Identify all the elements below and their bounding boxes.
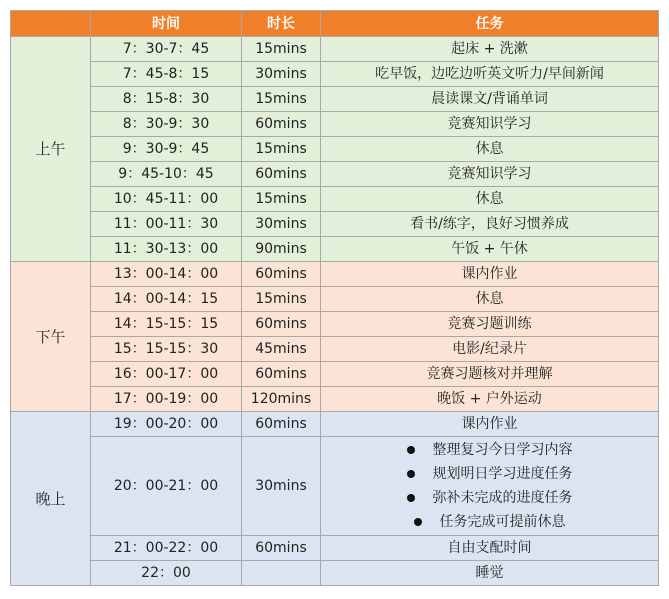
period-morning: 上午: [11, 37, 91, 262]
period-evening: 晚上: [11, 412, 91, 586]
time-cell: 21：00-22：00: [91, 536, 242, 561]
bullet-icon: [407, 446, 415, 454]
duration-cell: 90mins: [242, 237, 321, 262]
list-item-label: 整理复习今日学习内容: [432, 442, 573, 458]
task-cell: 晚饭 + 户外运动: [321, 387, 659, 412]
time-cell: 13：00-14：00: [91, 262, 242, 287]
table-row: [11, 312, 659, 337]
duration-cell: 15mins: [242, 87, 321, 112]
header-row: [11, 11, 659, 37]
list-item-label: 弥补未完成的进度任务: [432, 490, 573, 506]
task-cell: 午饭 + 午休: [321, 237, 659, 262]
bullet-icon: [414, 518, 422, 526]
duration-cell: 45mins: [242, 337, 321, 362]
table-row: [11, 112, 659, 137]
list-item: [321, 486, 658, 510]
duration-cell: 60mins: [242, 312, 321, 337]
task-cell: 竞赛知识学习: [321, 112, 659, 137]
task-cell: 课内作业: [321, 412, 659, 437]
time-cell: 9：45-10：45: [91, 162, 242, 187]
schedule-table: [10, 10, 659, 586]
duration-cell: 15mins: [242, 137, 321, 162]
period-afternoon: 下午: [11, 262, 91, 412]
task-cell: 睡觉: [321, 561, 659, 586]
duration-cell: 60mins: [242, 536, 321, 561]
table-row: [11, 187, 659, 212]
table-row: [11, 412, 659, 437]
time-cell: 7：30-7：45: [91, 37, 242, 62]
time-cell: 14：15-15：15: [91, 312, 242, 337]
task-cell: 竞赛知识学习: [321, 162, 659, 187]
duration-cell: 60mins: [242, 362, 321, 387]
header-time: 时间: [91, 11, 242, 37]
task-cell: 看书/练字，良好习惯养成: [321, 212, 659, 237]
task-cell: 课内作业: [321, 262, 659, 287]
time-cell: 16：00-17：00: [91, 362, 242, 387]
time-cell: 10：45-11：00: [91, 187, 242, 212]
time-cell: 8：15-8：30: [91, 87, 242, 112]
duration-cell: 120mins: [242, 387, 321, 412]
header-duration: 时长: [242, 11, 321, 37]
list-item: [321, 510, 658, 534]
task-cell: 晨读课文/背诵单词: [321, 87, 659, 112]
time-cell: 14：00-14：15: [91, 287, 242, 312]
time-cell: 9：30-9：45: [91, 137, 242, 162]
table-row: [11, 337, 659, 362]
task-cell: 休息: [321, 137, 659, 162]
duration-cell: 30mins: [242, 62, 321, 87]
time-cell: 15：15-15：30: [91, 337, 242, 362]
duration-cell: 15mins: [242, 37, 321, 62]
bullet-icon: [407, 470, 415, 478]
time-cell: 11：00-11：30: [91, 212, 242, 237]
table-row: [11, 212, 659, 237]
time-cell: 11：30-13：00: [91, 237, 242, 262]
task-cell: 竞赛习题核对并理解: [321, 362, 659, 387]
task-cell: 休息: [321, 287, 659, 312]
table-row: [11, 162, 659, 187]
table-row: [11, 362, 659, 387]
header-task: 任务: [321, 11, 659, 37]
task-cell: [321, 437, 659, 536]
time-cell: 17：00-19：00: [91, 387, 242, 412]
table-row: [11, 137, 659, 162]
table-row: [11, 561, 659, 586]
duration-cell: 60mins: [242, 262, 321, 287]
table-row: [11, 237, 659, 262]
time-cell: 8：30-9：30: [91, 112, 242, 137]
task-bullet-list: [321, 438, 658, 534]
table-row: [11, 62, 659, 87]
duration-cell: 30mins: [242, 212, 321, 237]
table-row: [11, 87, 659, 112]
duration-cell: 60mins: [242, 162, 321, 187]
duration-cell: 15mins: [242, 287, 321, 312]
table-row: [11, 536, 659, 561]
duration-cell: 60mins: [242, 412, 321, 437]
table-row: [11, 262, 659, 287]
task-cell: 休息: [321, 187, 659, 212]
time-cell: 22：00: [91, 561, 242, 586]
time-cell: 7：45-8：15: [91, 62, 242, 87]
time-cell: 20：00-21：00: [91, 437, 242, 536]
bullet-icon: [407, 494, 415, 502]
table-row: [11, 437, 659, 536]
task-cell: 吃早饭，边吃边听英文听力/早间新闻: [321, 62, 659, 87]
task-cell: 起床 + 洗漱: [321, 37, 659, 62]
duration-cell: 15mins: [242, 187, 321, 212]
duration-cell: [242, 561, 321, 586]
list-item-label: 规划明日学习进度任务: [432, 466, 573, 482]
duration-cell: 60mins: [242, 112, 321, 137]
list-item-label: 任务完成可提前休息: [439, 514, 566, 530]
header-period: [11, 11, 91, 37]
table-row: [11, 287, 659, 312]
duration-cell: 30mins: [242, 437, 321, 536]
task-cell: 竞赛习题训练: [321, 312, 659, 337]
task-cell: 电影/纪录片: [321, 337, 659, 362]
time-cell: 19：00-20：00: [91, 412, 242, 437]
list-item: [321, 438, 658, 462]
list-item: [321, 462, 658, 486]
table-row: [11, 387, 659, 412]
table-row: [11, 37, 659, 62]
task-cell: 自由支配时间: [321, 536, 659, 561]
